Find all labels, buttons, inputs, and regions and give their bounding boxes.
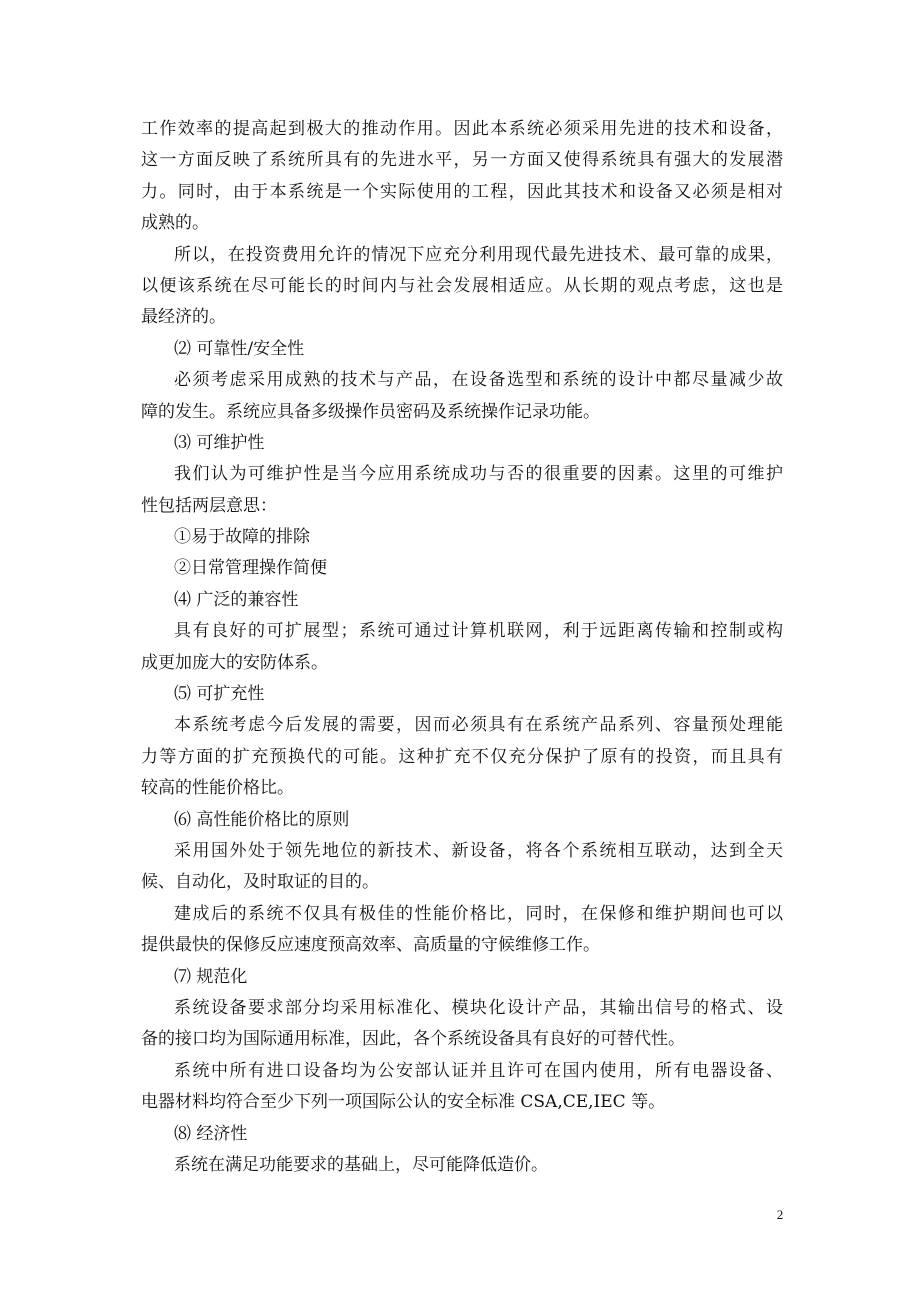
section-heading: ⑶ 可维护性 (174, 432, 265, 453)
section-heading: ⑵ 可靠性/安全性 (174, 338, 305, 359)
paragraph-first-line: 所以，在投资费用允许的情况下应充分利用现代最先进技术、最可靠的成果， (174, 244, 783, 265)
paragraph-line: 备的接口均为国际通用标准，因此，各个系统设备具有良好的可替代性。 (141, 1029, 685, 1050)
paragraph-first-line: 本系统考虑今后发展的需要，因而必须具有在系统产品系列、容量预处理能 (174, 715, 783, 736)
paragraph-line: 提供最快的保修反应速度预高效率、高质量的守候维修工作。 (141, 935, 600, 956)
paragraph-line: 障的发生。系统应具备多级操作员密码及系统操作记录功能。 (141, 401, 600, 422)
paragraph-first-line: 具有良好的可扩展型；系统可通过计算机联网，利于远距离传输和控制或构 (174, 621, 783, 642)
paragraph-first-line: 系统中所有进口设备均为公安部认证并且许可在国内使用，所有电器设备、 (174, 1060, 783, 1081)
section-heading: ⑹ 高性能价格比的原则 (174, 809, 350, 830)
paragraph-line: 候、自动化，及时取证的目的。 (141, 872, 379, 893)
paragraph-line: 较高的性能价格比。 (141, 778, 294, 799)
paragraph-first-line: 必须考虑采用成熟的技术与产品，在设备选型和系统的设计中都尽量减少故 (174, 370, 783, 391)
paragraph-first-line: 采用国外处于领先地位的新技术、新设备，将各个系统相互联动，达到全天 (174, 840, 783, 861)
paragraph-line: 这一方面反映了系统所具有的先进水平，另一方面又使得系统具有强大的发展潜 (141, 150, 783, 171)
document-body (141, 114, 783, 1181)
section-heading: ⑻ 经济性 (174, 1123, 248, 1144)
paragraph-first-line: 我们认为可维护性是当今应用系统成功与否的很重要的因素。这里的可维护 (174, 464, 783, 485)
paragraph-line: 力。同时，由于本系统是一个实际使用的工程，因此其技术和设备又必须是相对 (141, 181, 783, 202)
section-heading: ⑷ 广泛的兼容性 (174, 589, 299, 610)
paragraph-first-line: 系统在满足功能要求的基础上，尽可能降低造价。 (174, 1154, 548, 1175)
paragraph-line: 成熟的。 (141, 213, 209, 234)
paragraph-line: 力等方面的扩充预换代的可能。这种扩充不仅充分保护了原有的投资，而且具有 (141, 746, 783, 767)
page-number: 2 (776, 1207, 784, 1222)
paragraph-line: 最经济的。 (141, 307, 226, 328)
paragraph-line: 工作效率的提高起到极大的推动作用。因此本系统必须采用先进的技术和设备， (141, 119, 783, 139)
paragraph-line: 以便该系统在尽可能长的时间内与社会发展相适应。从长期的观点考虑，这也是 (141, 275, 783, 296)
section-heading: ⑺ 规范化 (174, 966, 248, 987)
paragraph-first-line: 系统设备要求部分均采用标准化、模块化设计产品，其输出信号的格式、设 (174, 997, 783, 1018)
section-heading: ⑸ 可扩充性 (174, 684, 265, 705)
paragraph-line: 电器材料均符合至少下列一项国际公认的安全标准 CSA,CE,IEC 等。 (141, 1092, 666, 1113)
paragraph-first-line: 建成后的系统不仅具有极佳的性能价格比，同时，在保修和维护期间也可以 (174, 903, 783, 924)
paragraph-line: 性包括两层意思： (141, 495, 277, 516)
paragraph-line: 成更加庞大的安防体系。 (141, 652, 328, 673)
list-item: ②日常管理操作简便 (174, 558, 327, 579)
list-item: ①易于故障的排除 (174, 527, 310, 548)
